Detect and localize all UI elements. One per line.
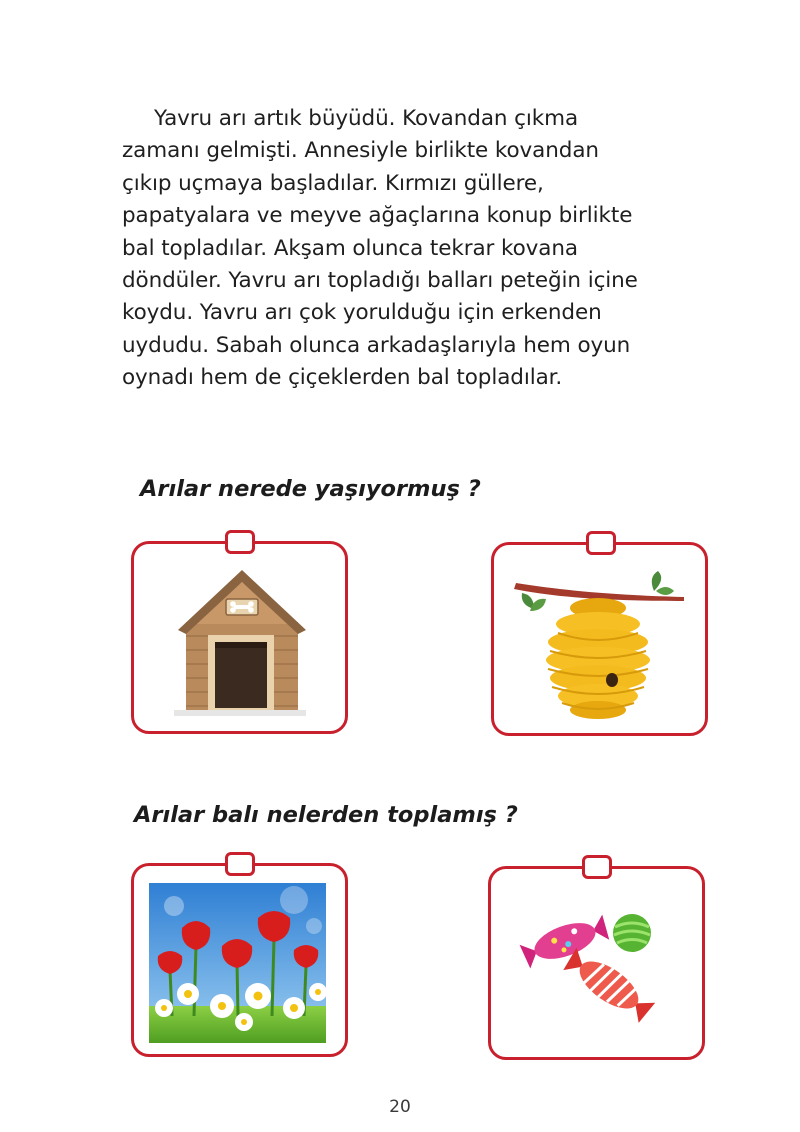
passage-line: papatyalara ve meyve ağaçlarına konup birlikte — [122, 203, 633, 229]
answer-card-beehive[interactable] — [491, 542, 708, 736]
passage-line: Yavru arı artık büyüdü. Kovandan çıkma — [154, 106, 579, 131]
answer-card-doghouse[interactable] — [131, 541, 348, 734]
passage-line: koydu. Yavru arı çok yorulduğu için erkenden — [122, 300, 602, 326]
question-2-text: Arılar balı nelerden toplamış ? — [134, 802, 518, 828]
passage-line: zamanı gelmişti. Annesiyle birlikte kovandan — [122, 138, 599, 164]
passage-line: çıkıp uçmaya başladılar. Kırmızı güllere, — [122, 170, 544, 196]
story-passage — [122, 103, 742, 395]
page-number: 20 — [389, 1097, 411, 1117]
doghouse-icon — [134, 544, 345, 731]
passage-line: uydudu. Sabah olunca arkadaşlarıyla hem oyun — [122, 332, 631, 358]
answer-card-flowers[interactable] — [131, 863, 348, 1057]
candies-icon — [491, 869, 702, 1057]
question-1-text: Arılar nerede yaşıyormuş ? — [140, 476, 481, 502]
passage-line: bal topladılar. Akşam olunca tekrar kovana — [122, 235, 578, 261]
passage-line: oynadı hem de çiçeklerden bal topladılar. — [122, 365, 563, 391]
beehive-icon — [494, 545, 705, 733]
flowers-icon — [134, 866, 345, 1054]
answer-card-candies[interactable] — [488, 866, 705, 1060]
passage-line: döndüler. Yavru arı topladığı balları peteğin içine — [122, 268, 638, 294]
